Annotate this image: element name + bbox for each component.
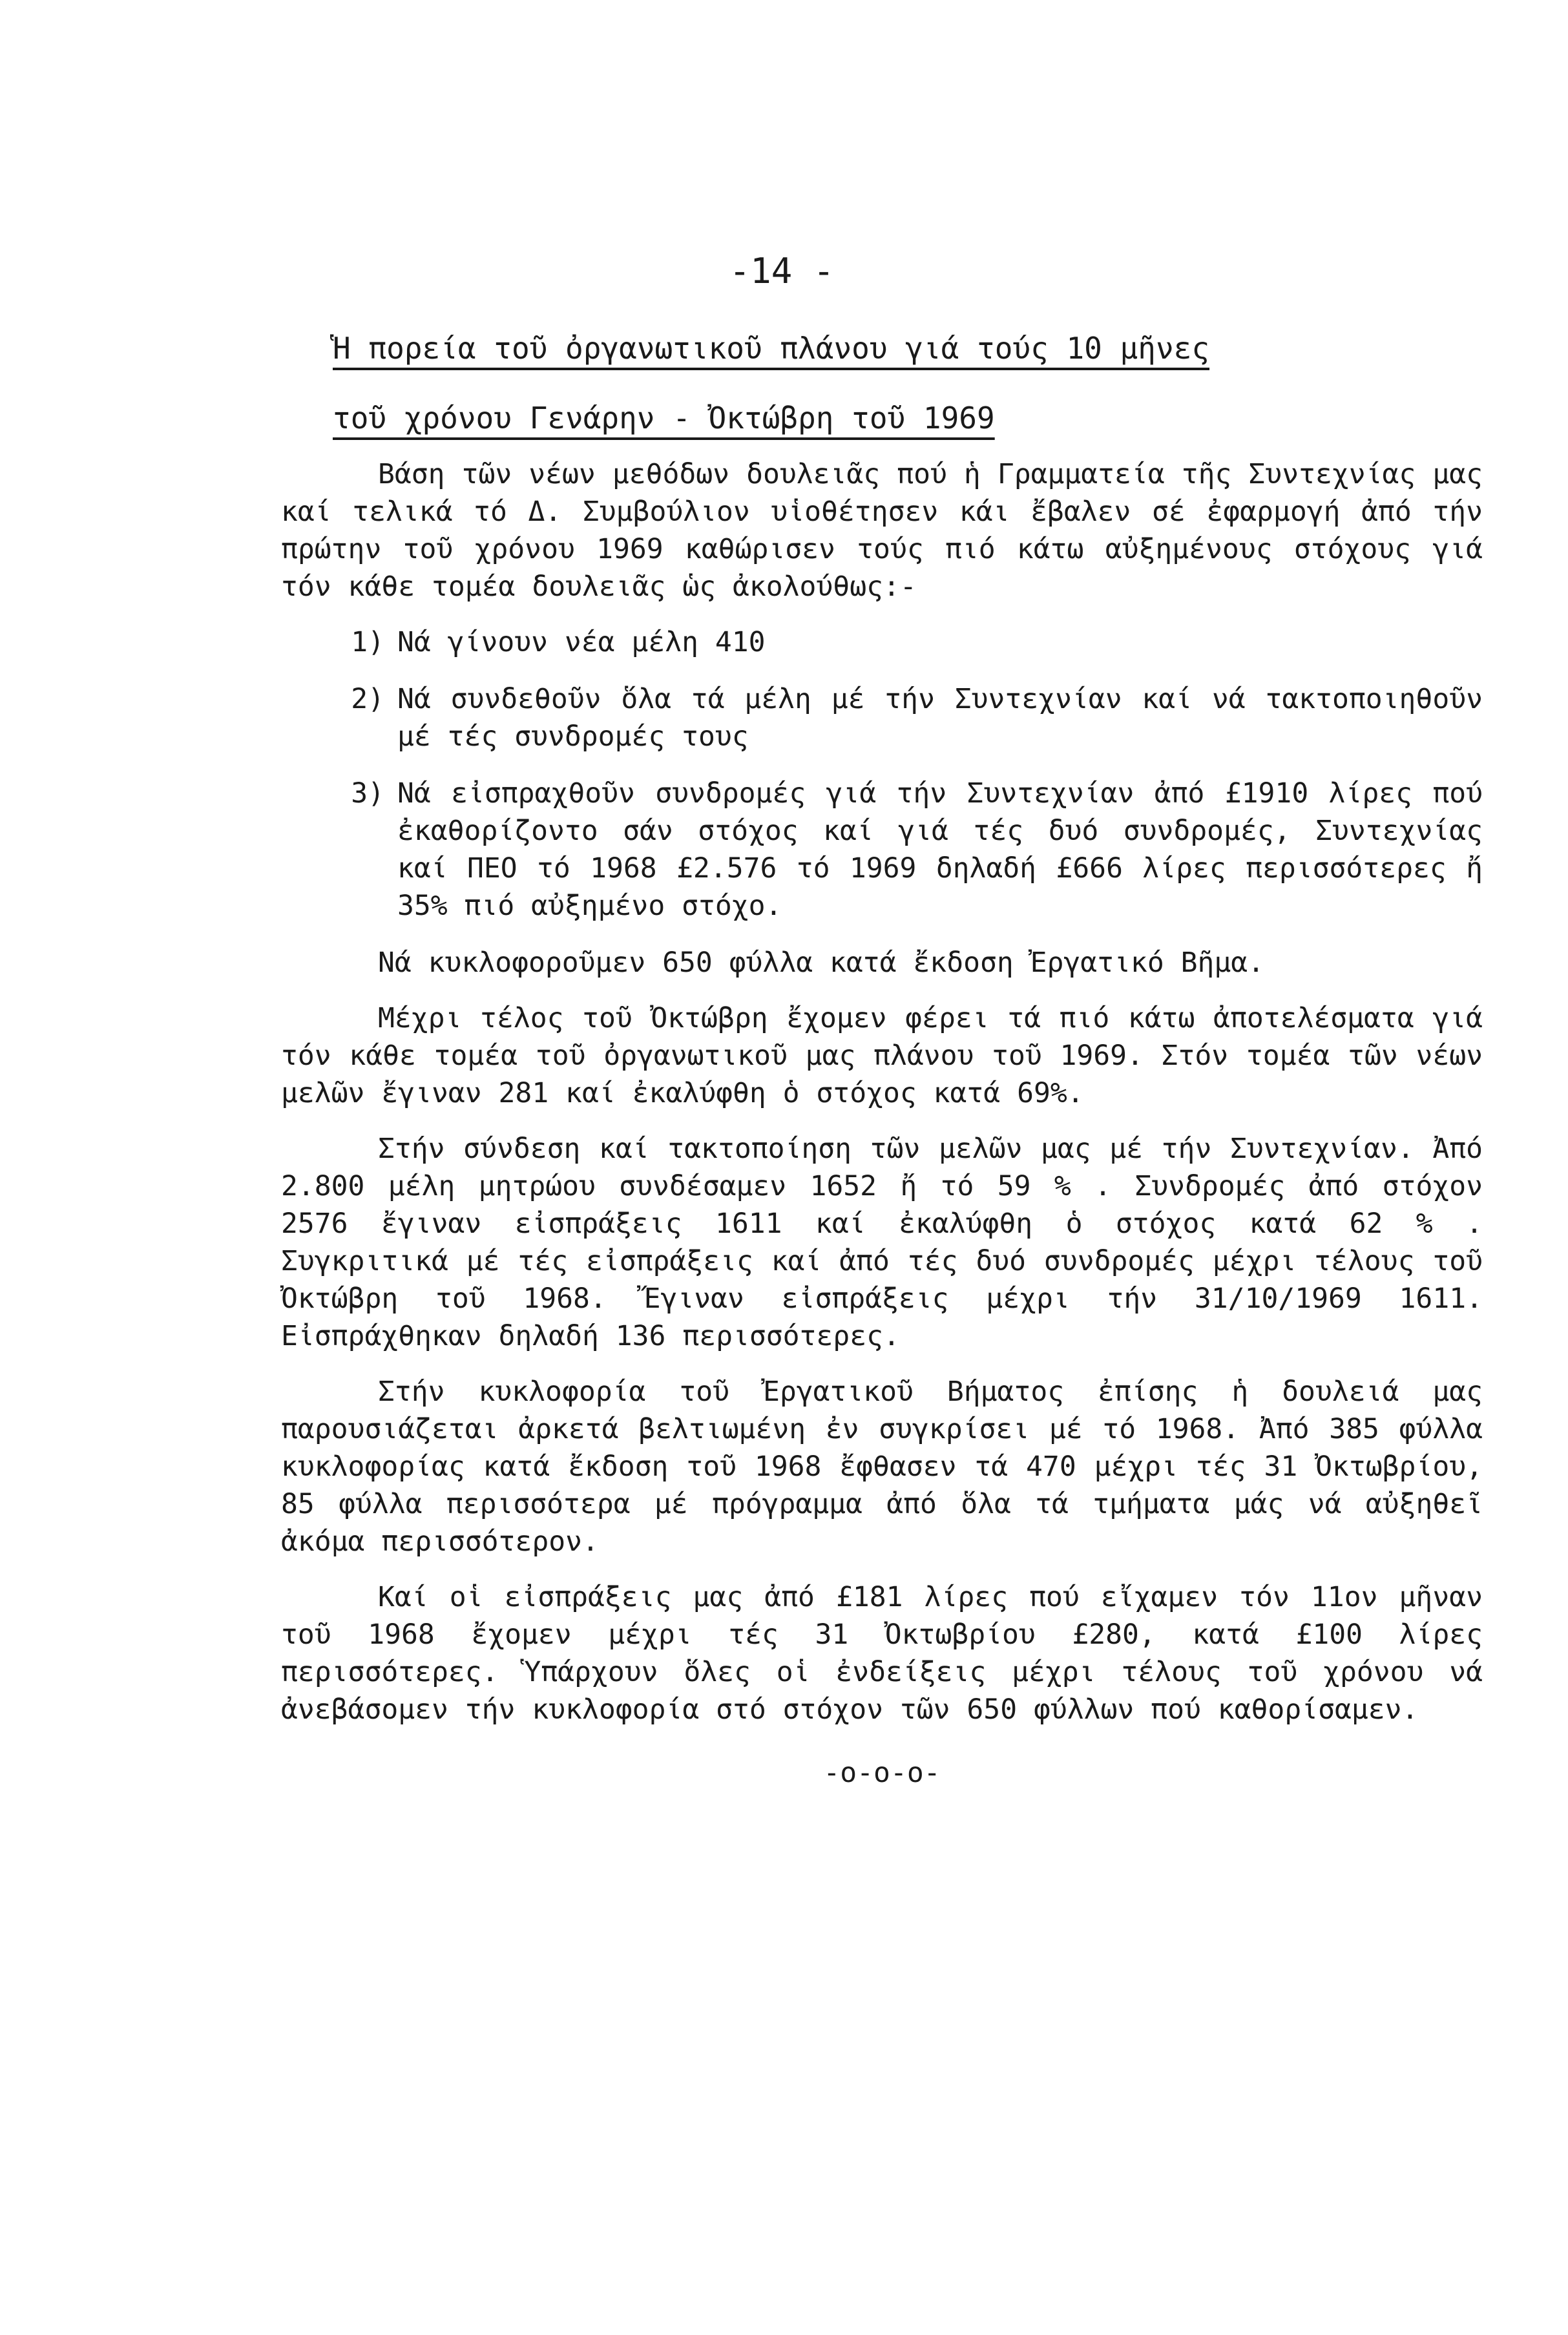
circulation-target-paragraph: Νά κυκλοφοροῦμεν 650 φύλλα κατά ἔκδοση Ἐργατικό Βῆμα. xyxy=(378,947,1265,979)
revenue-paragraph: Καί οἱ εἰσπράξεις μας ἀπό £181 λίρες πού εἴχαμεν τόν 11ον μῆναν τοῦ 1968 ἔχομεν μέχρι τές 31 Ὀκτωβρίου £280, κατά £100 λίρες περισσότερες. Ὑπάρχουν ὅλες οἱ ἐνδείξεις μέχρι τέλους τοῦ χρόνου νά ἀνεβάσομεν τήν κυκλοφορία στό στόχον τῶν 650 φύλλων πού καθορίσαμεν. xyxy=(281,1581,1483,1726)
end-mark: -o-o-o- xyxy=(823,1757,941,1789)
title-line-1: Ἡ πορεία τοῦ ὀργανωτικοῦ πλάνου γιά τούς 10 μῆνες xyxy=(333,331,1210,366)
list-item-text: Νά γίνουν νέα μέλη 410 xyxy=(397,626,766,658)
list-item-text: Νά εἰσπραχθοῦν συνδρομές γιά τήν Συντεχνίαν ἀπό £1910 λίρες πού ἐκαθορίζοντο σάν στόχος καί γιά τές δυό συνδρομές, Συντεχνίας καί ΠΕΟ τό 1968 £2.576 τό 1969 δηλαδή £666 λίρες περισσότερες ἤ 35% πιό αὐξημένο στόχο. xyxy=(397,777,1483,922)
document-body xyxy=(281,455,1483,1792)
list-item-number: 1) xyxy=(351,626,384,658)
list-item xyxy=(281,623,1483,661)
document-title xyxy=(333,313,1457,453)
title-line-2: τοῦ χρόνου Γενάρην - Ὀκτώβρη τοῦ 1969 xyxy=(333,401,995,435)
targets-list xyxy=(281,623,1483,925)
list-item-number: 2) xyxy=(351,683,384,715)
intro-paragraph: Βάση τῶν νέων μεθόδων δουλειᾶς πού ἡ Γραμματεία τῆς Συντεχνίας μας καί τελικά τό Δ. Συμβούλιον υἱοθέτησεν κάι ἔβαλεν σέ ἐφαρμογή ἀπό τήν πρώτην τοῦ χρόνου 1969 καθώρισεν τούς πιό κάτω αὐξημένους στόχους γιά τόν κάθε τομέα δουλειᾶς ὡς ἀκολούθως:- xyxy=(281,458,1483,603)
list-item xyxy=(281,680,1483,755)
list-item xyxy=(281,775,1483,925)
list-item-number: 3) xyxy=(351,777,384,810)
membership-paragraph: Στήν σύνδεση καί τακτοποίηση τῶν μελῶν μας μέ τήν Συντεχνίαν. Ἀπό 2.800 μέλη μητρώου συνδέσαμεν 1652 ἤ τό 59 % . Συνδρομές ἀπό στόχον 2576 ἔγιναν εἰσπράξεις 1611 καί ἐκαλύφθη ὁ στόχος κατά 62 % . Συγκριτικά μέ τές εἰσπράξεις καί ἀπό τές δυό συνδρομές μέχρι τέλους τοῦ Ὀκτώβρη τοῦ 1968. Ἔγιναν εἰσπράξεις μέχρι τήν 31/10/1969 1611. Εἰσπράχθηκαν δηλαδή 136 περισσότερες. xyxy=(281,1133,1483,1352)
page-number: -14 - xyxy=(729,251,835,291)
results-paragraph: Μέχρι τέλος τοῦ Ὀκτώβρη ἔχομεν φέρει τά πιό κάτω ἀποτελέσματα γιά τόν κάθε τομέα τοῦ ὀργανωτικοῦ μας πλάνου τοῦ 1969. Στόν τομέα τῶν νέων μελῶν ἔγιναν 281 καί ἐκαλύφθη ὁ στόχος κατά 69%. xyxy=(281,1002,1483,1109)
newspaper-circulation-paragraph: Στήν κυκλοφορία τοῦ Ἐργατικοῦ Βήματος ἐπίσης ἡ δουλειά μας παρουσιάζεται ἀρκετά βελτιωμένη ἐν συγκρίσει μέ τό 1968. Ἀπό 385 φύλλα κυκλοφορίας κατά ἔκδοση τοῦ 1968 ἔφθασεν τά 470 μέχρι τές 31 Ὀκτωβρίου, 85 φύλλα περισσότερα μέ πρόγραμμα ἀπό ὅλα τά τμήματα μάς νά αὐξηθεῖ ἀκόμα περισσότερον. xyxy=(281,1376,1483,1558)
list-item-text: Νά συνδεθοῦν ὅλα τά μέλη μέ τήν Συντεχνίαν καί νά τακτοποιηθοῦν μέ τές συνδρομές τους xyxy=(397,683,1483,753)
